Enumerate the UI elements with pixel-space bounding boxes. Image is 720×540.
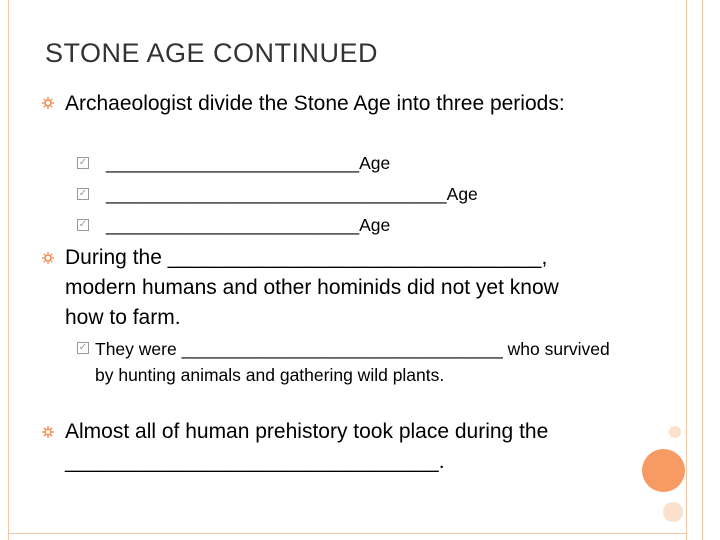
sub-rest: who survived by hunting animals and gathering wild plants. (95, 339, 610, 385)
box-bullet-icon: ✓ (78, 219, 88, 230)
frame-bottom-line (8, 533, 686, 534)
bullet-2-prefix: During the (65, 246, 168, 269)
sub-bullet-2-1 (95, 336, 615, 388)
blank-line: ___________________________________ (106, 184, 447, 204)
bullet-2-text (65, 243, 595, 333)
frame-right-line (686, 0, 687, 540)
box-bullet-icon: ✓ (78, 157, 88, 168)
sub-suffix: Age (446, 184, 478, 204)
frame-right-line-2 (702, 0, 703, 540)
blank-line: ________________________________ (167, 246, 542, 269)
sub-bullet-1-3 (106, 213, 390, 238)
sun-bullet-icon (42, 426, 54, 438)
sub-bullet-1-2 (106, 182, 478, 207)
blank-line: _________________________________ (181, 339, 503, 359)
sub-prefix: They were (95, 339, 182, 359)
side-circle-large-icon (642, 449, 685, 492)
bullet-3-suffix: . (438, 450, 445, 473)
sun-bullet-icon (42, 252, 54, 264)
side-circle-medium-icon (663, 502, 683, 522)
box-bullet-icon: ✓ (78, 342, 88, 353)
sub-suffix: Age (359, 153, 391, 173)
sub-bullet-1-1 (106, 151, 390, 176)
sun-bullet-icon (42, 97, 54, 109)
sub-suffix: Age (359, 215, 391, 235)
blank-line: __________________________ (106, 153, 360, 173)
bullet-3-text (65, 417, 635, 477)
slide-title: STONE AGE CONTINUED (45, 38, 379, 68)
bullet-1-label: Archaeologist divide the Stone Age into three periods: (65, 92, 565, 115)
blank-line: ________________________________ (65, 450, 439, 473)
bullet-1-text (65, 89, 565, 119)
bullet-2-suffix: , modern humans and other hominids did not yet know how to farm. (65, 246, 559, 329)
frame-left-line (8, 0, 9, 540)
blank-line: __________________________ (106, 215, 360, 235)
box-bullet-icon: ✓ (78, 188, 88, 199)
bullet-3-label: Almost all of human prehistory took place during the (65, 420, 549, 443)
side-circle-small-icon (669, 426, 681, 438)
